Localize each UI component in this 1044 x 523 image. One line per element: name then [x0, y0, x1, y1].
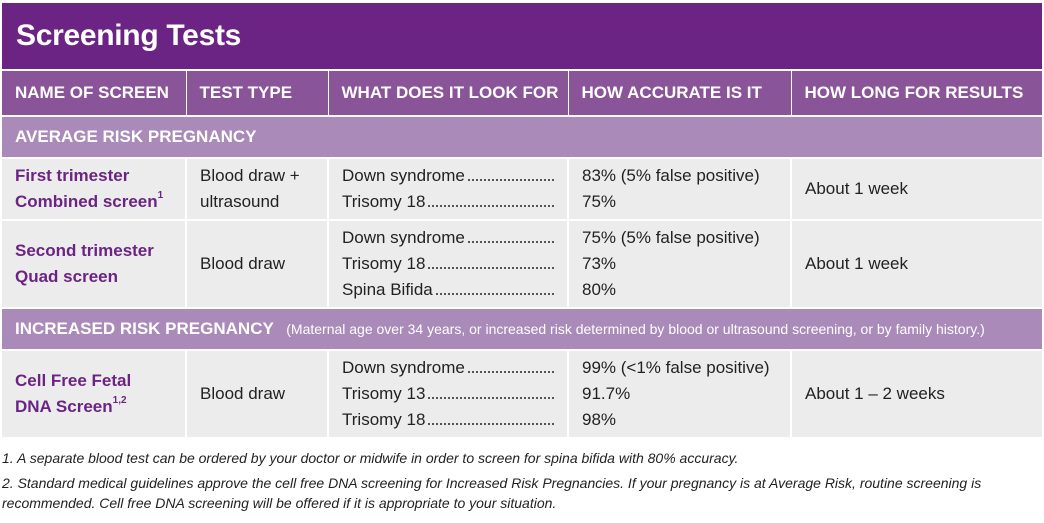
dot-leader [428, 267, 554, 269]
condition-label: Down syndrome [342, 358, 465, 377]
column-header-looks-for: WHAT DOES IT LOOK FOR [328, 71, 568, 116]
condition-label: Trisomy 18 [342, 192, 426, 211]
column-header-results-time: HOW LONG FOR RESULTS [791, 71, 1042, 116]
results-time: About 1 – 2 weeks [791, 350, 1042, 438]
dot-leader [436, 293, 554, 295]
dot-leader [468, 241, 554, 243]
test-type: Blood draw + ultrasound [186, 158, 328, 220]
test-type: Blood draw [186, 350, 328, 438]
dot-leader [428, 397, 554, 399]
dot-leader [428, 423, 554, 425]
condition-label: Down syndrome [342, 166, 465, 185]
column-header-test-type: TEST TYPE [186, 71, 328, 116]
footnote-1: 1. A separate blood test can be ordered by your doctor or midwife in order to screen for spina bifida with 80% accuracy. [2, 450, 739, 466]
accuracy: 83% (5% false positive) 75% [568, 158, 791, 220]
table-row [2, 220, 1042, 308]
accuracy: 99% (<1% false positive) 91.7% 98% [568, 350, 791, 438]
condition-label: Spina Bifida [342, 280, 433, 299]
screening-table [2, 71, 1042, 439]
condition-label: Trisomy 13 [342, 384, 426, 403]
dot-leader [468, 179, 554, 181]
results-time: About 1 week [791, 158, 1042, 220]
accuracy: 75% (5% false positive) 73% 80% [568, 220, 791, 308]
dot-leader [468, 371, 554, 373]
footnote-2: 2. Standard medical guidelines approve the cell free DNA screening for Increased Risk Pregnancies. If your pregnancy is at Average Risk, routine screening is recommended. Cell free DNA screening will be offered if it is appropriate to your situation. [2, 475, 982, 511]
condition-label: Trisomy 18 [342, 254, 426, 273]
section-row-increased-risk [2, 308, 1042, 350]
screen-name: Second trimester Quad screen [2, 220, 186, 308]
section-label: AVERAGE RISK PREGNANCY [15, 127, 257, 146]
dot-leader [428, 205, 554, 207]
screen-name: Cell Free Fetal DNA Screen$^{1,2}$ [2, 350, 186, 438]
condition-label: Trisomy 18 [342, 410, 426, 429]
screen-name: First trimester Combined screen$^1$ [2, 158, 186, 220]
page-title: Screening Tests [16, 19, 242, 52]
column-header-accuracy: HOW ACCURATE IS IT [568, 71, 791, 116]
table-row [2, 350, 1042, 438]
table-row [2, 158, 1042, 220]
column-header-name: NAME OF SCREEN [2, 71, 186, 116]
looks-for [328, 350, 568, 438]
looks-for [328, 220, 568, 308]
test-type: Blood draw [186, 220, 328, 308]
section-label: INCREASED RISK PREGNANCY [15, 319, 274, 338]
section-row-average-risk [2, 116, 1042, 158]
footnotes [2, 448, 1038, 518]
looks-for [328, 158, 568, 220]
table-header-row [2, 71, 1042, 116]
section-note: (Maternal age over 34 years, or increased risk determined by blood or ultrasound screening, or by family history.) [286, 321, 985, 337]
screening-tests-panel [2, 3, 1042, 439]
title-bar [2, 3, 1042, 71]
results-time: About 1 week [791, 220, 1042, 308]
condition-label: Down syndrome [342, 228, 465, 247]
